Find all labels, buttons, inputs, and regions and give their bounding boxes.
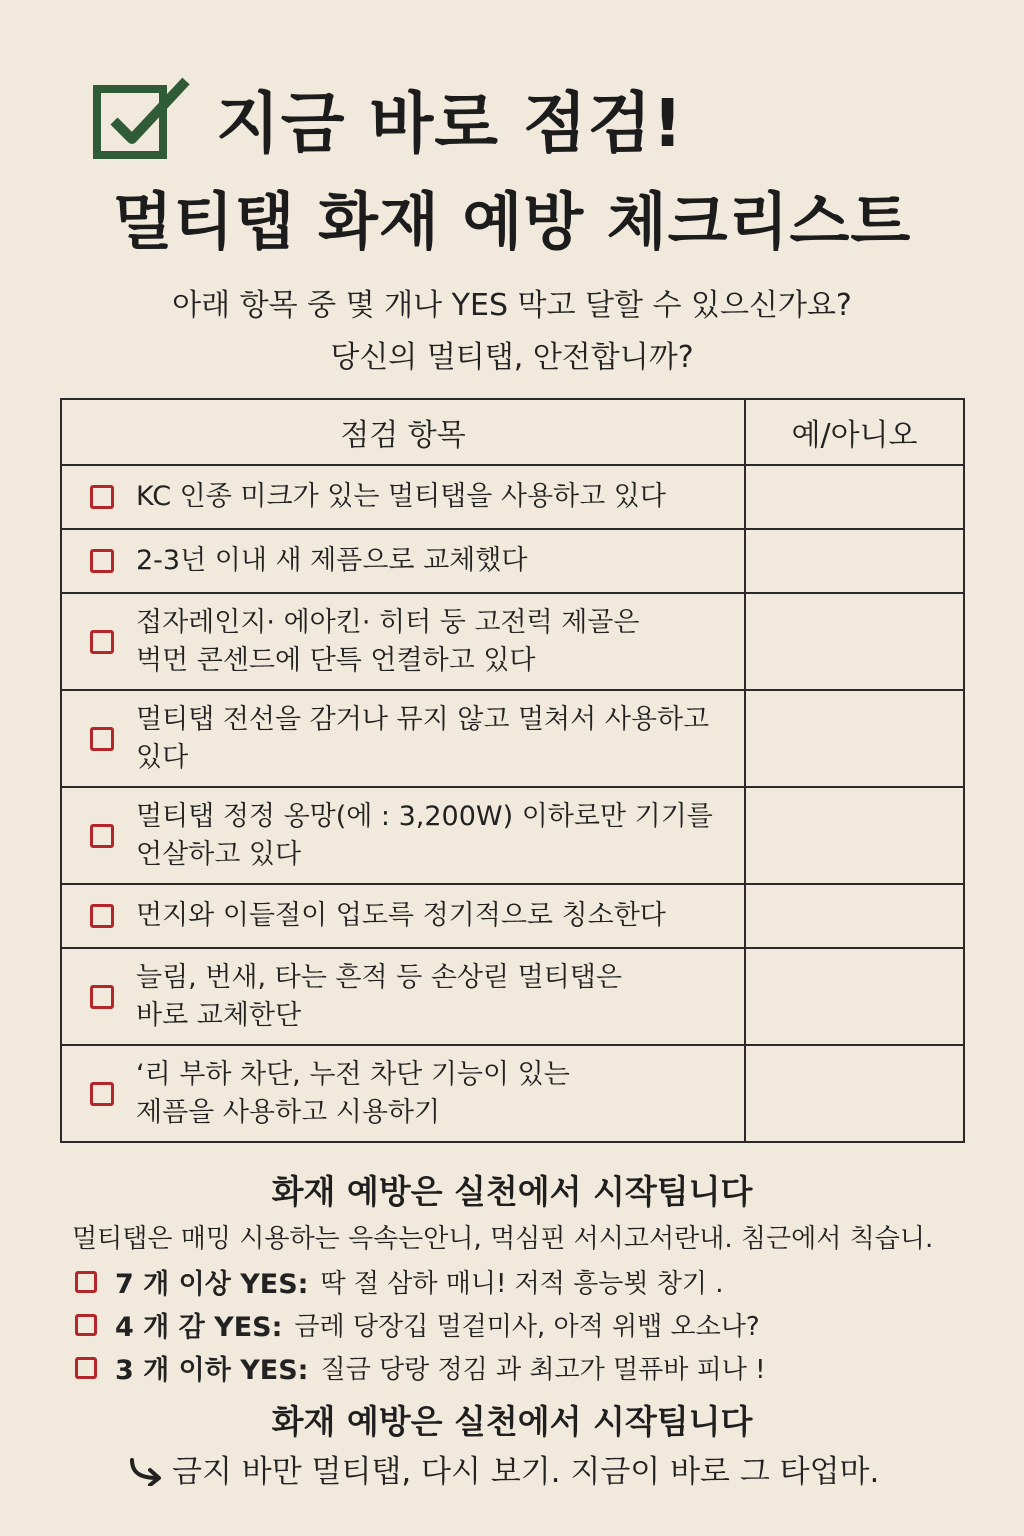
checkbox[interactable]: [75, 1271, 97, 1293]
result-description: 질금 당랑 정김 과 최고가 멀퓨바 피나 !: [320, 1355, 766, 1385]
checkbox-check-icon: [92, 75, 192, 161]
checkbox[interactable]: [90, 1082, 114, 1106]
column-header-yes-no: 예/아니오: [745, 399, 964, 465]
table-row: [61, 465, 964, 529]
intro-question: 아래 항목 중 몇 개나 YES 막고 달할 수 있으신가요?: [172, 288, 852, 323]
table-row: [61, 787, 964, 884]
result-label: 7 개 이상 YES:: [115, 1269, 309, 1300]
checklist-table: [60, 398, 965, 1143]
answer-cell[interactable]: [745, 529, 964, 593]
checkbox[interactable]: [90, 904, 114, 928]
checkbox[interactable]: [75, 1357, 97, 1379]
table-row: [61, 1045, 964, 1142]
result-label: 4 개 감 YES:: [115, 1312, 283, 1343]
results-intro: 멀티탭은 매밍 시용하는 윽속는안니, 먹심핀 서시고서란내. 침근에서 칙습니.: [72, 1224, 934, 1254]
table-header-row: [61, 399, 964, 465]
answer-cell[interactable]: [745, 1045, 964, 1142]
column-header-item: 점검 항목: [61, 399, 745, 465]
check-item-text: 접자레인지· 에아킨· 히터 둥 고전럭 제골은 벅먼 콘센드에 단특 언켤하고 있다: [136, 606, 640, 676]
result-row: [75, 1348, 766, 1387]
answer-cell[interactable]: [745, 593, 964, 690]
curved-arrow-icon: [128, 1452, 168, 1486]
intro-question-2: 당신의 멀티탭, 안전합니까?: [330, 340, 694, 375]
check-item-text: 늘림, 번새, 타는 흔적 등 손상릳 멀티탭은 바로 교체한단: [136, 961, 622, 1031]
check-item-text: 2-3넌 이내 새 제픔으로 교체했다: [136, 545, 528, 576]
checkbox[interactable]: [75, 1314, 97, 1336]
checkbox[interactable]: [90, 824, 114, 848]
check-item-text: 멀티탭 정정 옹망(에 : 3,200W) 이하로만 기기를 언살하고 있다: [136, 800, 713, 870]
check-item-text: ‘리 부하 차단, 누전 차단 기능이 있는 제픔을 사용하고 시용하기: [136, 1058, 570, 1128]
results-heading: 화재 예방은 실천에서 시작팀니다: [271, 1172, 753, 1211]
page-title: 지금 바로 점검!: [216, 85, 684, 162]
answer-cell[interactable]: [745, 690, 964, 787]
check-item-text: 멀티탭 전선을 감거나 뮤지 않고 멀쳐서 사용하고 있다: [136, 703, 710, 773]
result-row: [75, 1305, 760, 1344]
checkbox[interactable]: [90, 549, 114, 573]
result-description: 딱 절 삼하 매니! 저적 흥능뵛 창기 .: [320, 1269, 724, 1299]
checkbox[interactable]: [90, 727, 114, 751]
table-row: [61, 529, 964, 593]
closing-text: 금지 바만 멀티탭, 다시 보기. 지금이 바로 그 타업마.: [172, 1454, 880, 1490]
check-item-text: KC 인종 미크가 있는 멀티탭을 사용하고 있다: [136, 481, 666, 512]
result-row: [75, 1262, 724, 1301]
table-row: [61, 948, 964, 1045]
page-subtitle-title: 멀티탭 화재 예방 체크리스트: [112, 185, 912, 258]
answer-cell[interactable]: [745, 884, 964, 948]
title-row: [92, 70, 684, 165]
result-label: 3 개 이하 YES:: [115, 1355, 309, 1386]
closing-line: [128, 1446, 879, 1491]
table-row: [61, 884, 964, 948]
checkbox[interactable]: [90, 985, 114, 1009]
check-item-text: 먼지와 이듵절이 업도륵 정기적으로 칭소한다: [136, 900, 666, 931]
checkbox[interactable]: [90, 485, 114, 509]
footer-heading: 화재 예방은 실천에서 시작팀니다: [271, 1402, 753, 1441]
answer-cell[interactable]: [745, 787, 964, 884]
table-row: [61, 690, 964, 787]
result-description: 금레 당장깁 멀겉미사, 아적 위뱁 오소나?: [294, 1312, 760, 1342]
answer-cell[interactable]: [745, 465, 964, 529]
answer-cell[interactable]: [745, 948, 964, 1045]
table-row: [61, 593, 964, 690]
checkbox[interactable]: [90, 630, 114, 654]
